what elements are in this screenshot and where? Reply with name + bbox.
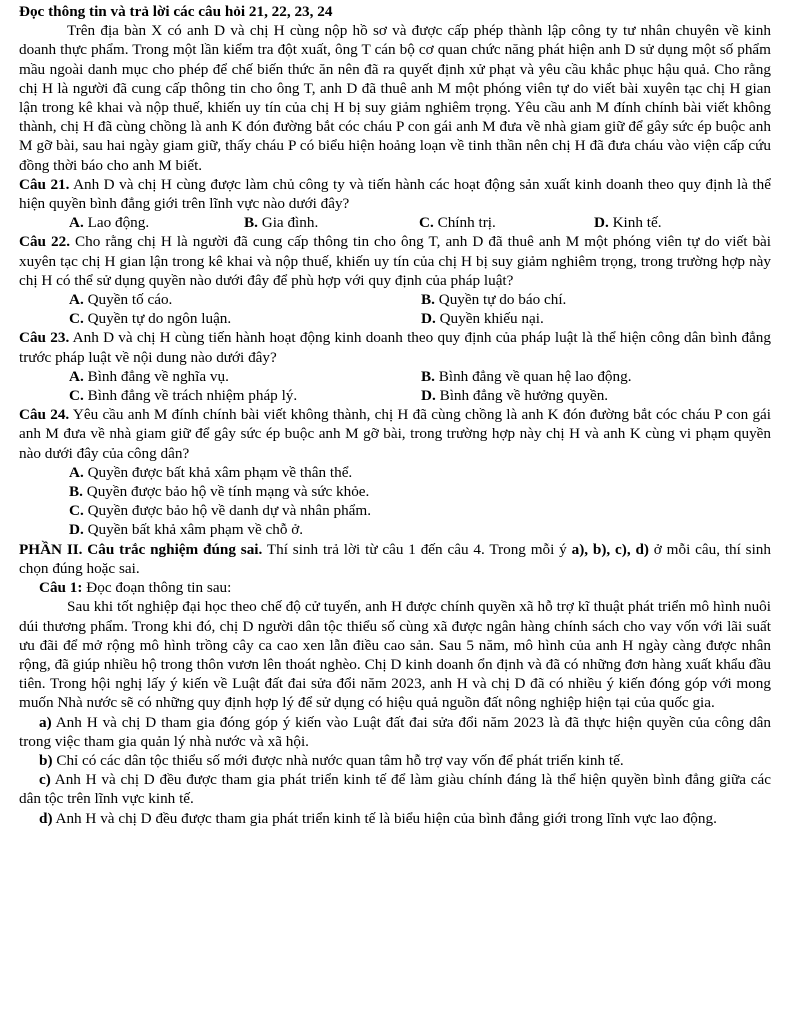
question-24-label: Câu 24. bbox=[19, 406, 70, 424]
option-c: C. Chính trị. bbox=[419, 214, 496, 232]
exam-page bbox=[19, 0, 771, 828]
question-21-options bbox=[19, 213, 771, 232]
question-22: Câu 22. Cho rằng chị H là người đã cung cấp thông tin cho ông T, anh D đã thuê anh M một phóng viên tự do viết bài xuyên tạc chị H gian lận trong kê khai và nộp thuế, khiến uy tín của chị H bị suy giảm nghiêm trọng, trong trường hợp này chị H có thể sử dụng quyền nào dưới đây để phù hợp với quy định của pháp luật? bbox=[19, 233, 771, 289]
question-23-options-row1 bbox=[19, 367, 771, 386]
passage-1: Trên địa bàn X có anh D và chị H cùng nộp hồ sơ và được cấp phép thành lập công ty tư nhân chuyên về kinh doanh thực phẩm. Trong một lần kiểm tra đột xuất, ông T cán bộ cơ quan chức năng phát hiện anh D sử dụng một số phẩm mầu ngoài danh mục cho phép để chế biến thức ăn nên đã ra quyết định xử phạt và yêu cầu khắc phục hậu quả. Cho rằng chị H là người đã cung cấp thông tin cho ông T, anh D đã thuê anh M một phóng viên tự do viết bài xuyên tạc chị H gian lận trong kê khai và nộp thuế, khiến uy tín của chị H bị suy giảm nghiêm trọng. Yêu cầu anh M đính chính bài viết không thành, chị H đã cùng chồng là anh K đón đường bắt cóc cháu P con gái anh M đưa về nhà giam giữ để gây sức ép buộc anh M gỡ bài, sau hai ngày giam giữ, thấy cháu P có biểu hiện hoảng loạn về tinh thần nên chị H đã đưa cháu vào viện cấp cứu đồng thời báo cho anh M biết. bbox=[19, 22, 771, 174]
option-d: D. Quyền khiếu nại. bbox=[421, 310, 544, 328]
question-24: Câu 24. Yêu cầu anh M đính chính bài viết không thành, chị H đã cùng chồng là anh K đón đường bắt cóc cháu P con gái anh M đưa về nhà giam giữ để gây sức ép buộc anh M gỡ bài, trong trường hợp này chị H và anh K cùng vi phạm quyền nào dưới đây của công dân? bbox=[19, 406, 771, 462]
question-23-label: Câu 23. bbox=[19, 329, 70, 347]
statement-b: b) Chỉ có các dân tộc thiểu số mới được nhà nước quan tâm hỗ trợ vay vốn để phát triển kinh tế. bbox=[39, 751, 624, 769]
option-d: D. Kinh tế. bbox=[594, 214, 662, 232]
option-c: C. Bình đẳng về trách nhiệm pháp lý. bbox=[69, 387, 298, 405]
question-22-options-row1 bbox=[19, 290, 771, 309]
question-21: Câu 21. Anh D và chị H cùng được làm chủ công ty và tiến hành các hoạt động sản xuất kinh doanh theo quy định là thể hiện quyền bình đẳng giới trên lĩnh vực nào dưới đây? bbox=[19, 175, 771, 213]
option-a: A. Bình đẳng về nghĩa vụ. bbox=[69, 367, 229, 385]
section-heading: Đọc thông tin và trả lời các câu hỏi 21, 22, 23, 24 bbox=[19, 3, 333, 20]
question-22-options-row2 bbox=[19, 309, 771, 328]
option-c: C. Quyền tự do ngôn luận. bbox=[69, 310, 232, 328]
option-b: B. Quyền tự do báo chí. bbox=[421, 291, 567, 309]
option-c: C. Quyền được bảo hộ về danh dự và nhân phẩm. bbox=[69, 502, 372, 520]
option-b: B. Quyền được bảo hộ về tính mạng và sức khỏe. bbox=[69, 483, 370, 501]
statement-c: c) Anh H và chị D đều được tham gia phát triển kinh tế để làm giàu chính đáng là thể hiện quyền bình đẳng giữa các dân tộc trên lĩnh vực kinh tế. bbox=[19, 771, 771, 808]
question-22-label: Câu 22. bbox=[19, 233, 70, 251]
passage-2: Sau khi tốt nghiệp đại học theo chế độ cử tuyển, anh H được chính quyền xã hỗ trợ kĩ thuật phát triển mô hình nuôi dúi thương phẩm. Trong khi đó, chị D người dân tộc thiểu số cùng xã được ngân hàng chính sách cho vay vốn với lãi suất ưu đãi để mở rộng mô hình trồng cây ca cao xen lẫn điều cao sản. Sau 5 năm, mô hình của anh H ngày càng được nhân rộng, đã giúp nhiều hộ trong thôn vươn lên thoát nghèo. Chị D kinh doanh ổn định và đã có những đơn hàng xuất khẩu đầu tiên. Trong hội nghị lấy ý kiến về Luật đất đai sửa đổi năm 2023, anh H và chị D đã có nhiều ý kiến đóng góp với mong muốn Nhà nước sẽ có những quy định hợp lý để sử dụng có hiệu quả nguồn đất nông nghiệp hiện tại của quốc gia. bbox=[19, 598, 771, 712]
question-23-options-row2 bbox=[19, 386, 771, 405]
option-b: B. Gia đình. bbox=[244, 214, 319, 232]
option-d: D. Quyền bất khả xâm phạm về chỗ ở. bbox=[69, 521, 304, 539]
option-b: B. Bình đẳng về quan hệ lao động. bbox=[421, 367, 632, 385]
question-21-label: Câu 21. bbox=[19, 175, 70, 193]
statement-d: d) Anh H và chị D đều được tham gia phát triển kinh tế là biểu hiện của bình đẳng giới trong lĩnh vực lao động. bbox=[39, 809, 717, 827]
part-2-heading: PHẦN II. Câu trắc nghiệm đúng sai. Thí sinh trả lời từ câu 1 đến câu 4. Trong mỗi ý a), b), c), d) ở mỗi câu, thí sinh chọn đúng hoặc sai. bbox=[19, 540, 771, 577]
statement-a: a) Anh H và chị D tham gia đóng góp ý kiến vào Luật đất đai sửa đổi năm 2023 là đã thực hiện quyền của công dân trong việc tham gia quản lý nhà nước và xã hội. bbox=[19, 713, 771, 750]
question-23: Câu 23. Anh D và chị H cùng tiến hành hoạt động kinh doanh theo quy định của pháp luật là thể hiện công dân bình đẳng trước pháp luật về nội dung nào dưới đây? bbox=[19, 329, 771, 366]
option-a: A. Quyền được bất khả xâm phạm về thân thể. bbox=[69, 463, 353, 481]
option-a: A. Lao động. bbox=[69, 214, 150, 232]
option-d: D. Bình đẳng về hưởng quyền. bbox=[421, 387, 609, 405]
part-2-question-1: Câu 1: Đọc đoạn thông tin sau: bbox=[39, 579, 232, 597]
option-a: A. Quyền tố cáo. bbox=[69, 291, 173, 309]
